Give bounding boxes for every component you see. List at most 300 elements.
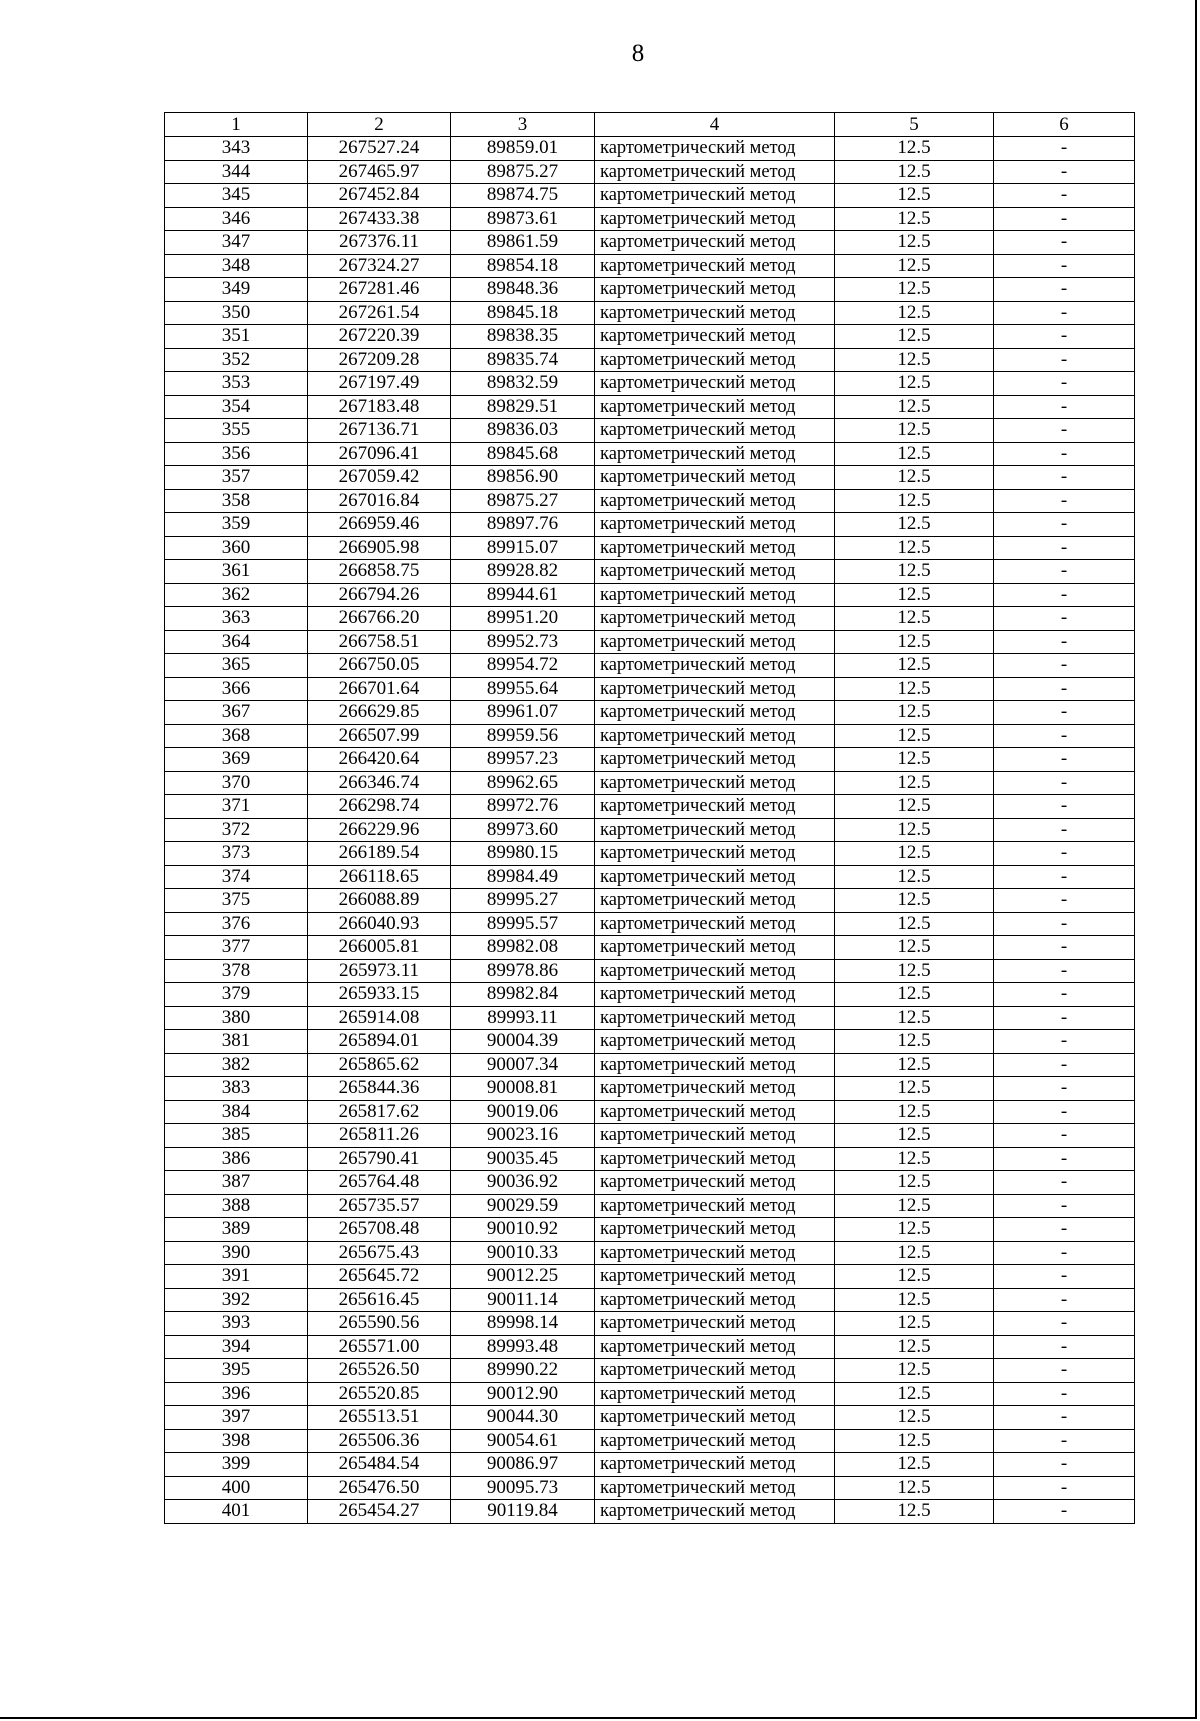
x-coordinate-cell: 265764.48: [308, 1171, 451, 1195]
accuracy-cell: 12.5: [835, 1241, 994, 1265]
y-coordinate-cell: 90012.25: [451, 1265, 595, 1289]
note-cell: -: [994, 1124, 1135, 1148]
table-row: [165, 184, 1135, 208]
x-coordinate-cell: 267324.27: [308, 254, 451, 278]
y-coordinate-cell: 89961.07: [451, 701, 595, 725]
method-cell: картометрический метод: [595, 936, 835, 960]
x-coordinate-cell: 265571.00: [308, 1335, 451, 1359]
accuracy-cell: 12.5: [835, 1100, 994, 1124]
table-row: [165, 865, 1135, 889]
note-cell: -: [994, 395, 1135, 419]
y-coordinate-cell: 89856.90: [451, 466, 595, 490]
note-cell: -: [994, 771, 1135, 795]
y-coordinate-cell: 90036.92: [451, 1171, 595, 1195]
accuracy-cell: 12.5: [835, 1265, 994, 1289]
note-cell: -: [994, 372, 1135, 396]
accuracy-cell: 12.5: [835, 1406, 994, 1430]
y-coordinate-cell: 89838.35: [451, 325, 595, 349]
note-cell: -: [994, 1077, 1135, 1101]
method-cell: картометрический метод: [595, 1053, 835, 1077]
method-cell: картометрический метод: [595, 912, 835, 936]
accuracy-cell: 12.5: [835, 160, 994, 184]
point-number-cell: 385: [165, 1124, 308, 1148]
table-row: [165, 137, 1135, 161]
y-coordinate-cell: 90095.73: [451, 1476, 595, 1500]
x-coordinate-cell: 267527.24: [308, 137, 451, 161]
method-cell: картометрический метод: [595, 1476, 835, 1500]
method-cell: картометрический метод: [595, 207, 835, 231]
y-coordinate-cell: 90010.92: [451, 1218, 595, 1242]
table-row: [165, 1406, 1135, 1430]
method-cell: картометрический метод: [595, 1241, 835, 1265]
point-number-cell: 401: [165, 1500, 308, 1524]
method-cell: картометрический метод: [595, 513, 835, 537]
y-coordinate-cell: 90023.16: [451, 1124, 595, 1148]
x-coordinate-cell: 266507.99: [308, 724, 451, 748]
accuracy-cell: 12.5: [835, 184, 994, 208]
y-coordinate-cell: 89962.65: [451, 771, 595, 795]
note-cell: -: [994, 1382, 1135, 1406]
method-cell: картометрический метод: [595, 1453, 835, 1477]
method-cell: картометрический метод: [595, 395, 835, 419]
x-coordinate-cell: 265894.01: [308, 1030, 451, 1054]
accuracy-cell: 12.5: [835, 466, 994, 490]
y-coordinate-cell: 89845.68: [451, 442, 595, 466]
method-cell: картометрический метод: [595, 583, 835, 607]
point-number-cell: 390: [165, 1241, 308, 1265]
x-coordinate-cell: 266118.65: [308, 865, 451, 889]
y-coordinate-cell: 90011.14: [451, 1288, 595, 1312]
note-cell: -: [994, 889, 1135, 913]
point-number-cell: 349: [165, 278, 308, 302]
note-cell: -: [994, 1429, 1135, 1453]
x-coordinate-cell: 266750.05: [308, 654, 451, 678]
method-cell: картометрический метод: [595, 889, 835, 913]
method-cell: картометрический метод: [595, 442, 835, 466]
coordinates-table: [164, 112, 1135, 1524]
accuracy-cell: 12.5: [835, 442, 994, 466]
table-row: [165, 348, 1135, 372]
x-coordinate-cell: 266701.64: [308, 677, 451, 701]
point-number-cell: 351: [165, 325, 308, 349]
header-cell-4: 4: [595, 113, 835, 137]
note-cell: -: [994, 513, 1135, 537]
table-row: [165, 395, 1135, 419]
x-coordinate-cell: 267183.48: [308, 395, 451, 419]
x-coordinate-cell: 267281.46: [308, 278, 451, 302]
y-coordinate-cell: 89995.57: [451, 912, 595, 936]
table-row: [165, 372, 1135, 396]
table-row: [165, 1077, 1135, 1101]
note-cell: -: [994, 419, 1135, 443]
accuracy-cell: 12.5: [835, 278, 994, 302]
y-coordinate-cell: 89944.61: [451, 583, 595, 607]
y-coordinate-cell: 89832.59: [451, 372, 595, 396]
table-row: [165, 818, 1135, 842]
x-coordinate-cell: 265735.57: [308, 1194, 451, 1218]
method-cell: картометрический метод: [595, 137, 835, 161]
y-coordinate-cell: 90019.06: [451, 1100, 595, 1124]
note-cell: -: [994, 818, 1135, 842]
x-coordinate-cell: 266905.98: [308, 536, 451, 560]
point-number-cell: 367: [165, 701, 308, 725]
method-cell: картометрический метод: [595, 1030, 835, 1054]
method-cell: картометрический метод: [595, 419, 835, 443]
method-cell: картометрический метод: [595, 278, 835, 302]
note-cell: -: [994, 1030, 1135, 1054]
table-row: [165, 912, 1135, 936]
table-row: [165, 1382, 1135, 1406]
accuracy-cell: 12.5: [835, 1077, 994, 1101]
x-coordinate-cell: 267016.84: [308, 489, 451, 513]
y-coordinate-cell: 89955.64: [451, 677, 595, 701]
table-row: [165, 583, 1135, 607]
note-cell: -: [994, 1053, 1135, 1077]
y-coordinate-cell: 90008.81: [451, 1077, 595, 1101]
point-number-cell: 359: [165, 513, 308, 537]
y-coordinate-cell: 89972.76: [451, 795, 595, 819]
y-coordinate-cell: 90004.39: [451, 1030, 595, 1054]
y-coordinate-cell: 89874.75: [451, 184, 595, 208]
accuracy-cell: 12.5: [835, 1335, 994, 1359]
y-coordinate-cell: 90029.59: [451, 1194, 595, 1218]
point-number-cell: 395: [165, 1359, 308, 1383]
point-number-cell: 370: [165, 771, 308, 795]
accuracy-cell: 12.5: [835, 254, 994, 278]
accuracy-cell: 12.5: [835, 1006, 994, 1030]
y-coordinate-cell: 89998.14: [451, 1312, 595, 1336]
y-coordinate-cell: 89993.48: [451, 1335, 595, 1359]
table-row: [165, 1171, 1135, 1195]
note-cell: -: [994, 1312, 1135, 1336]
y-coordinate-cell: 89990.22: [451, 1359, 595, 1383]
method-cell: картометрический метод: [595, 1359, 835, 1383]
y-coordinate-cell: 89928.82: [451, 560, 595, 584]
note-cell: -: [994, 231, 1135, 255]
note-cell: -: [994, 607, 1135, 631]
note-cell: -: [994, 1218, 1135, 1242]
method-cell: картометрический метод: [595, 489, 835, 513]
accuracy-cell: 12.5: [835, 701, 994, 725]
note-cell: -: [994, 936, 1135, 960]
method-cell: картометрический метод: [595, 301, 835, 325]
accuracy-cell: 12.5: [835, 395, 994, 419]
note-cell: -: [994, 536, 1135, 560]
x-coordinate-cell: 265844.36: [308, 1077, 451, 1101]
note-cell: -: [994, 795, 1135, 819]
x-coordinate-cell: 265933.15: [308, 983, 451, 1007]
point-number-cell: 371: [165, 795, 308, 819]
accuracy-cell: 12.5: [835, 513, 994, 537]
point-number-cell: 360: [165, 536, 308, 560]
accuracy-cell: 12.5: [835, 583, 994, 607]
table-row: [165, 748, 1135, 772]
point-number-cell: 352: [165, 348, 308, 372]
accuracy-cell: 12.5: [835, 936, 994, 960]
x-coordinate-cell: 267209.28: [308, 348, 451, 372]
y-coordinate-cell: 89982.08: [451, 936, 595, 960]
y-coordinate-cell: 89951.20: [451, 607, 595, 631]
accuracy-cell: 12.5: [835, 677, 994, 701]
table-row: [165, 560, 1135, 584]
accuracy-cell: 12.5: [835, 1147, 994, 1171]
y-coordinate-cell: 89859.01: [451, 137, 595, 161]
table-row: [165, 842, 1135, 866]
table-row: [165, 1147, 1135, 1171]
table-row: [165, 489, 1135, 513]
point-number-cell: 383: [165, 1077, 308, 1101]
method-cell: картометрический метод: [595, 1382, 835, 1406]
method-cell: картометрический метод: [595, 466, 835, 490]
method-cell: картометрический метод: [595, 1265, 835, 1289]
point-number-cell: 350: [165, 301, 308, 325]
note-cell: -: [994, 1500, 1135, 1524]
point-number-cell: 372: [165, 818, 308, 842]
x-coordinate-cell: 265513.51: [308, 1406, 451, 1430]
accuracy-cell: 12.5: [835, 1359, 994, 1383]
point-number-cell: 354: [165, 395, 308, 419]
accuracy-cell: 12.5: [835, 1453, 994, 1477]
y-coordinate-cell: 90010.33: [451, 1241, 595, 1265]
method-cell: картометрический метод: [595, 842, 835, 866]
y-coordinate-cell: 89957.23: [451, 748, 595, 772]
accuracy-cell: 12.5: [835, 1288, 994, 1312]
table-row: [165, 1053, 1135, 1077]
x-coordinate-cell: 266766.20: [308, 607, 451, 631]
accuracy-cell: 12.5: [835, 348, 994, 372]
y-coordinate-cell: 89982.84: [451, 983, 595, 1007]
y-coordinate-cell: 89952.73: [451, 630, 595, 654]
accuracy-cell: 12.5: [835, 372, 994, 396]
x-coordinate-cell: 266794.26: [308, 583, 451, 607]
table-row: [165, 278, 1135, 302]
point-number-cell: 378: [165, 959, 308, 983]
table-row: [165, 1500, 1135, 1524]
point-number-cell: 400: [165, 1476, 308, 1500]
x-coordinate-cell: 265811.26: [308, 1124, 451, 1148]
y-coordinate-cell: 89954.72: [451, 654, 595, 678]
note-cell: -: [994, 466, 1135, 490]
method-cell: картометрический метод: [595, 536, 835, 560]
table-row: [165, 1100, 1135, 1124]
table-body: [165, 137, 1135, 1524]
point-number-cell: 358: [165, 489, 308, 513]
point-number-cell: 389: [165, 1218, 308, 1242]
table-row: [165, 536, 1135, 560]
method-cell: картометрический метод: [595, 1218, 835, 1242]
x-coordinate-cell: 265484.54: [308, 1453, 451, 1477]
x-coordinate-cell: 265476.50: [308, 1476, 451, 1500]
table-row: [165, 630, 1135, 654]
header-cell-2: 2: [308, 113, 451, 137]
x-coordinate-cell: 265526.50: [308, 1359, 451, 1383]
y-coordinate-cell: 89845.18: [451, 301, 595, 325]
accuracy-cell: 12.5: [835, 865, 994, 889]
table-row: [165, 959, 1135, 983]
note-cell: -: [994, 1147, 1135, 1171]
accuracy-cell: 12.5: [835, 912, 994, 936]
table-row: [165, 724, 1135, 748]
point-number-cell: 356: [165, 442, 308, 466]
x-coordinate-cell: 266346.74: [308, 771, 451, 795]
x-coordinate-cell: 267220.39: [308, 325, 451, 349]
table-row: [165, 160, 1135, 184]
accuracy-cell: 12.5: [835, 536, 994, 560]
table-row: [165, 983, 1135, 1007]
accuracy-cell: 12.5: [835, 560, 994, 584]
x-coordinate-cell: 267136.71: [308, 419, 451, 443]
note-cell: -: [994, 1359, 1135, 1383]
point-number-cell: 387: [165, 1171, 308, 1195]
table-row: [165, 207, 1135, 231]
y-coordinate-cell: 90012.90: [451, 1382, 595, 1406]
x-coordinate-cell: 265590.56: [308, 1312, 451, 1336]
y-coordinate-cell: 89995.27: [451, 889, 595, 913]
y-coordinate-cell: 89829.51: [451, 395, 595, 419]
table-row: [165, 1429, 1135, 1453]
x-coordinate-cell: 265520.85: [308, 1382, 451, 1406]
method-cell: картометрический метод: [595, 1124, 835, 1148]
point-number-cell: 362: [165, 583, 308, 607]
table-row: [165, 795, 1135, 819]
accuracy-cell: 12.5: [835, 842, 994, 866]
accuracy-cell: 12.5: [835, 889, 994, 913]
table-row: [165, 325, 1135, 349]
x-coordinate-cell: 267433.38: [308, 207, 451, 231]
x-coordinate-cell: 265645.72: [308, 1265, 451, 1289]
method-cell: картометрический метод: [595, 1171, 835, 1195]
note-cell: -: [994, 137, 1135, 161]
point-number-cell: 357: [165, 466, 308, 490]
note-cell: -: [994, 184, 1135, 208]
note-cell: -: [994, 160, 1135, 184]
accuracy-cell: 12.5: [835, 1124, 994, 1148]
y-coordinate-cell: 90119.84: [451, 1500, 595, 1524]
point-number-cell: 355: [165, 419, 308, 443]
accuracy-cell: 12.5: [835, 1382, 994, 1406]
method-cell: картометрический метод: [595, 1500, 835, 1524]
point-number-cell: 366: [165, 677, 308, 701]
accuracy-cell: 12.5: [835, 1030, 994, 1054]
method-cell: картометрический метод: [595, 1194, 835, 1218]
table-header-row: [165, 113, 1135, 137]
accuracy-cell: 12.5: [835, 724, 994, 748]
method-cell: картометрический метод: [595, 1312, 835, 1336]
accuracy-cell: 12.5: [835, 1312, 994, 1336]
note-cell: -: [994, 748, 1135, 772]
y-coordinate-cell: 89993.11: [451, 1006, 595, 1030]
point-number-cell: 391: [165, 1265, 308, 1289]
point-number-cell: 397: [165, 1406, 308, 1430]
note-cell: -: [994, 278, 1135, 302]
point-number-cell: 384: [165, 1100, 308, 1124]
x-coordinate-cell: 265973.11: [308, 959, 451, 983]
note-cell: -: [994, 842, 1135, 866]
table-row: [165, 1030, 1135, 1054]
y-coordinate-cell: 89915.07: [451, 536, 595, 560]
y-coordinate-cell: 90007.34: [451, 1053, 595, 1077]
method-cell: картометрический метод: [595, 1429, 835, 1453]
note-cell: -: [994, 1265, 1135, 1289]
point-number-cell: 393: [165, 1312, 308, 1336]
method-cell: картометрический метод: [595, 254, 835, 278]
x-coordinate-cell: 266420.64: [308, 748, 451, 772]
point-number-cell: 394: [165, 1335, 308, 1359]
accuracy-cell: 12.5: [835, 1053, 994, 1077]
accuracy-cell: 12.5: [835, 1429, 994, 1453]
x-coordinate-cell: 265616.45: [308, 1288, 451, 1312]
table-row: [165, 419, 1135, 443]
x-coordinate-cell: 265817.62: [308, 1100, 451, 1124]
method-cell: картометрический метод: [595, 325, 835, 349]
header-cell-6: 6: [994, 113, 1135, 137]
note-cell: -: [994, 1006, 1135, 1030]
y-coordinate-cell: 89875.27: [451, 160, 595, 184]
accuracy-cell: 12.5: [835, 137, 994, 161]
x-coordinate-cell: 266088.89: [308, 889, 451, 913]
y-coordinate-cell: 90044.30: [451, 1406, 595, 1430]
note-cell: -: [994, 1241, 1135, 1265]
point-number-cell: 381: [165, 1030, 308, 1054]
y-coordinate-cell: 89861.59: [451, 231, 595, 255]
point-number-cell: 396: [165, 1382, 308, 1406]
table-row: [165, 771, 1135, 795]
note-cell: -: [994, 959, 1135, 983]
method-cell: картометрический метод: [595, 701, 835, 725]
x-coordinate-cell: 267452.84: [308, 184, 451, 208]
method-cell: картометрический метод: [595, 865, 835, 889]
x-coordinate-cell: 265865.62: [308, 1053, 451, 1077]
x-coordinate-cell: 267376.11: [308, 231, 451, 255]
table-row: [165, 513, 1135, 537]
y-coordinate-cell: 89835.74: [451, 348, 595, 372]
x-coordinate-cell: 266858.75: [308, 560, 451, 584]
table-row: [165, 1359, 1135, 1383]
accuracy-cell: 12.5: [835, 983, 994, 1007]
accuracy-cell: 12.5: [835, 818, 994, 842]
table-row: [165, 701, 1135, 725]
table-row: [165, 677, 1135, 701]
note-cell: -: [994, 1100, 1135, 1124]
accuracy-cell: 12.5: [835, 1171, 994, 1195]
note-cell: -: [994, 677, 1135, 701]
method-cell: картометрический метод: [595, 607, 835, 631]
point-number-cell: 382: [165, 1053, 308, 1077]
table-row: [165, 1241, 1135, 1265]
method-cell: картометрический метод: [595, 372, 835, 396]
y-coordinate-cell: 90035.45: [451, 1147, 595, 1171]
accuracy-cell: 12.5: [835, 301, 994, 325]
accuracy-cell: 12.5: [835, 959, 994, 983]
note-cell: -: [994, 630, 1135, 654]
accuracy-cell: 12.5: [835, 771, 994, 795]
accuracy-cell: 12.5: [835, 325, 994, 349]
table-row: [165, 607, 1135, 631]
method-cell: картометрический метод: [595, 348, 835, 372]
note-cell: -: [994, 1453, 1135, 1477]
method-cell: картометрический метод: [595, 748, 835, 772]
x-coordinate-cell: 266040.93: [308, 912, 451, 936]
point-number-cell: 377: [165, 936, 308, 960]
y-coordinate-cell: 89984.49: [451, 865, 595, 889]
note-cell: -: [994, 254, 1135, 278]
page-number: 8: [631, 40, 645, 67]
x-coordinate-cell: 266629.85: [308, 701, 451, 725]
y-coordinate-cell: 89873.61: [451, 207, 595, 231]
note-cell: -: [994, 301, 1135, 325]
accuracy-cell: 12.5: [835, 748, 994, 772]
x-coordinate-cell: 265708.48: [308, 1218, 451, 1242]
